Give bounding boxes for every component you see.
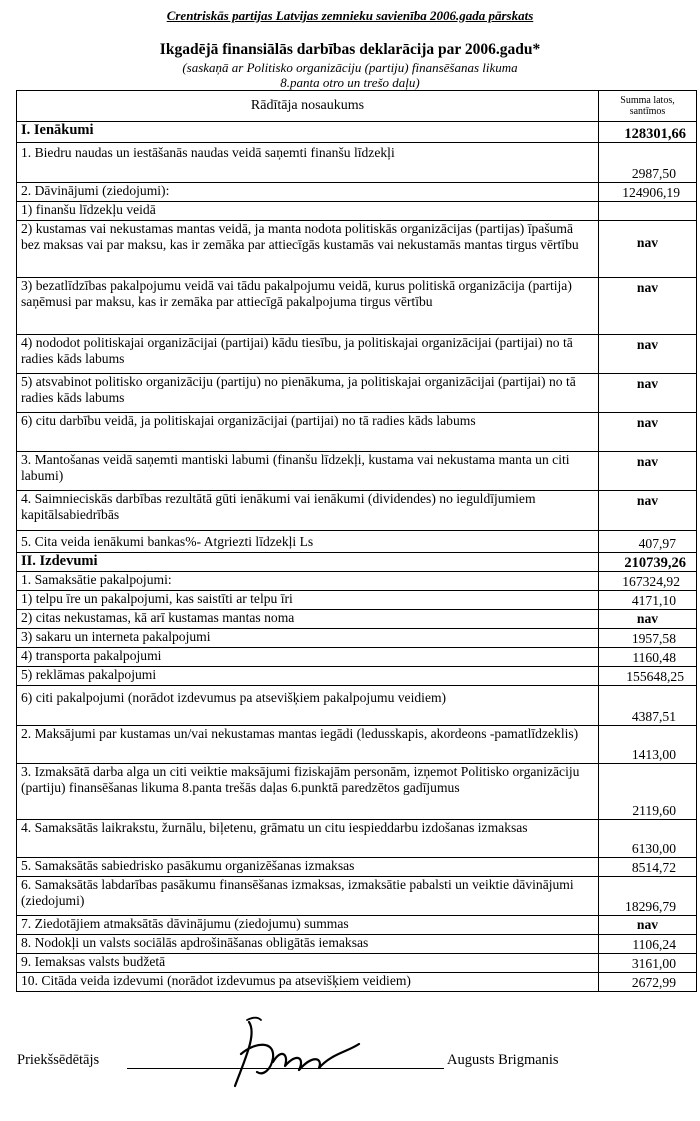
row-value: 155648,25 [599,667,697,686]
row-label: 6) citu darbību veidā, ja politiskajai organizācijai (partijai) no tā radies kāds labums [17,413,599,452]
row-label: 2. Dāvinājumi (ziedojumi): [17,183,599,202]
row-label: 5. Samaksātās sabiedrisko pasākumu organizēšanas izmaksas [17,858,599,877]
row-label: 4) transporta pakalpojumi [17,648,599,667]
row-label: 2) citas nekustamas, kā arī kustamas mantas noma [17,610,599,629]
subtitle-line-2: 8.panta otro un trešo daļu) [280,75,420,90]
row-label: 1) finanšu līdzekļu veidā [17,202,599,221]
row-label: 3. Mantošanas veidā saņemti mantiski labumi (finanšu līdzekļi, kustama vai nekustama manta un citi labumi) [17,452,599,491]
signature-block [17,1052,687,1092]
table-row [17,221,697,278]
table-row [17,916,697,935]
table-row [17,667,697,686]
row-label: 7. Ziedotājiem atmaksātās dāvinājumu (ziedojumu) summas [17,916,599,935]
row-value: nav [599,335,697,374]
row-label: 1. Biedru naudas un iestāšanās naudas veidā saņemti finanšu līdzekļi [17,143,599,183]
row-value: nav [599,278,697,335]
row-label: 10. Citāda veida izdevumi (norādot izdevumus pa atsevišķiem veidiem) [17,973,599,992]
column-header-name: Rādītāja nosaukums [17,91,599,122]
handwritten-signature [227,1014,367,1092]
row-label: 9. Iemaksas valsts budžetā [17,954,599,973]
row-label: 1) telpu īre un pakalpojumi, kas saistīti ar telpu īri [17,591,599,610]
table-row [17,726,697,764]
report-org-title: Crentriskās partijas Latvijas zemnieku savienība 2006.gada pārskats [166,8,534,23]
table-row [17,954,697,973]
table-row [17,553,697,572]
row-value: 6130,00 [599,820,697,858]
row-value: 124906,19 [599,183,697,202]
table-row [17,374,697,413]
row-label: 5. Cita veida ienākumi bankas%- Atgriezti līdzekļi Ls [17,531,599,553]
row-value: 210739,26 [599,553,697,572]
row-label: 2) kustamas vai nekustamas mantas veidā, ja manta nodota politiskās organizācijas (partijas) īpašumā bez maksas vai par maksu, kas ir zemāka par attiecīgās kustamās vai nekustamās mantas tirgus vērtību [17,221,599,278]
declaration-title: Ikgadējā finansiālās darbības deklarācija par 2006.gadu* [159,41,541,58]
subtitle-line-1: (saskaņā ar Politisko organizāciju (partiju) finansēšanas likuma [182,60,518,75]
chairman-label: Priekšsēdētājs [17,1052,100,1068]
table-row [17,202,697,221]
row-value: 3161,00 [599,954,697,973]
row-value: 2672,99 [599,973,697,992]
row-value: nav [599,916,697,935]
row-value: 8514,72 [599,858,697,877]
financial-declaration-table [16,90,697,992]
table-row [17,335,697,374]
row-value: 1106,24 [599,935,697,954]
row-value: nav [599,413,697,452]
row-label: 5) atsvabinot politisko organizāciju (partiju) no pienākuma, ja politiskajai organizācijai (partijai) no tā radies kāds labums [17,374,599,413]
row-value: nav [599,221,697,278]
row-value: 2987,50 [599,143,697,183]
table-row [17,973,697,992]
row-label: 3. Izmaksātā darba alga un citi veiktie maksājumi fiziskajām personām, izņemot Politisko organizāciju (partiju) finansēšanas likuma 8.panta trešās daļas 6.punktā paredzētos gadījumus [17,764,599,820]
row-label: 4. Saimnieciskās darbības rezultātā gūti ienākumi vai ienākumi (dividendes) no ieguldījumiem kapitālsabiedrībās [17,491,599,531]
row-value: 2119,60 [599,764,697,820]
row-label: 5) reklāmas pakalpojumi [17,667,599,686]
row-label: 8. Nodokļi un valsts sociālās apdrošināšanas obligātās iemaksas [17,935,599,954]
table-row [17,143,697,183]
table-row [17,610,697,629]
table-row [17,858,697,877]
row-value: 167324,92 [599,572,697,591]
row-value: 128301,66 [599,122,697,143]
row-value: 1957,58 [599,629,697,648]
table-header-row [17,91,697,122]
declaration-subtitle [0,60,700,90]
row-label: 6) citi pakalpojumi (norādot izdevumus pa atsevišķiem pakalpojumu veidiem) [17,686,599,726]
column-header-sum [599,91,697,122]
row-value: 1413,00 [599,726,697,764]
table-row [17,531,697,553]
row-label: 3) sakaru un interneta pakalpojumi [17,629,599,648]
row-label: 4) nododot politiskajai organizācijai (partijai) kādu tiesību, ja politiskajai organizācijai (partijai) no tā radies kāds labums [17,335,599,374]
row-label: 1. Samaksātie pakalpojumi: [17,572,599,591]
table-row [17,629,697,648]
table-row [17,686,697,726]
row-label: I. Ienākumi [17,122,599,143]
row-label: 2. Maksājumi par kustamas un/vai nekustamas mantas iegādi (ledusskapis, akordeons -pamatlīdzeklis) [17,726,599,764]
table-row [17,413,697,452]
row-value: 1160,48 [599,648,697,667]
table-row [17,278,697,335]
table-row [17,648,697,667]
row-label: 3) bezatlīdzības pakalpojumu veidā vai tādu pakalpojumu veidā, kurus politiskā organizācija (partija) saņēmusi par maksu, kas ir zemāka par attiecīgā pakalpojuma tirgus vērtību [17,278,599,335]
table-row [17,877,697,916]
row-label: II. Izdevumi [17,553,599,572]
row-value: nav [599,452,697,491]
table-row [17,122,697,143]
table-row [17,452,697,491]
row-value: 4171,10 [599,591,697,610]
table-row [17,935,697,954]
row-value: nav [599,610,697,629]
row-value: 407,97 [599,531,697,553]
row-label: 6. Samaksātās labdarības pasākumu finansēšanas izmaksas, izmaksātie pabalsti un veiktie dāvinājumi (ziedojumi) [17,877,599,916]
table-row [17,820,697,858]
column-header-sum-line-1: Summa latos, [620,95,675,106]
row-value: nav [599,491,697,531]
row-value: 18296,79 [599,877,697,916]
row-value: 4387,51 [599,686,697,726]
row-value: nav [599,374,697,413]
table-row [17,183,697,202]
row-value [599,202,697,221]
table-row [17,764,697,820]
row-label: 4. Samaksātās laikrakstu, žurnālu, biļetenu, grāmatu un citu iespieddarbu izdošanas izmaksas [17,820,599,858]
table-row [17,591,697,610]
table-row [17,572,697,591]
table-row [17,491,697,531]
chairman-name: Augusts Brigmanis [447,1052,559,1068]
column-header-sum-line-2: santīmos [629,106,666,117]
